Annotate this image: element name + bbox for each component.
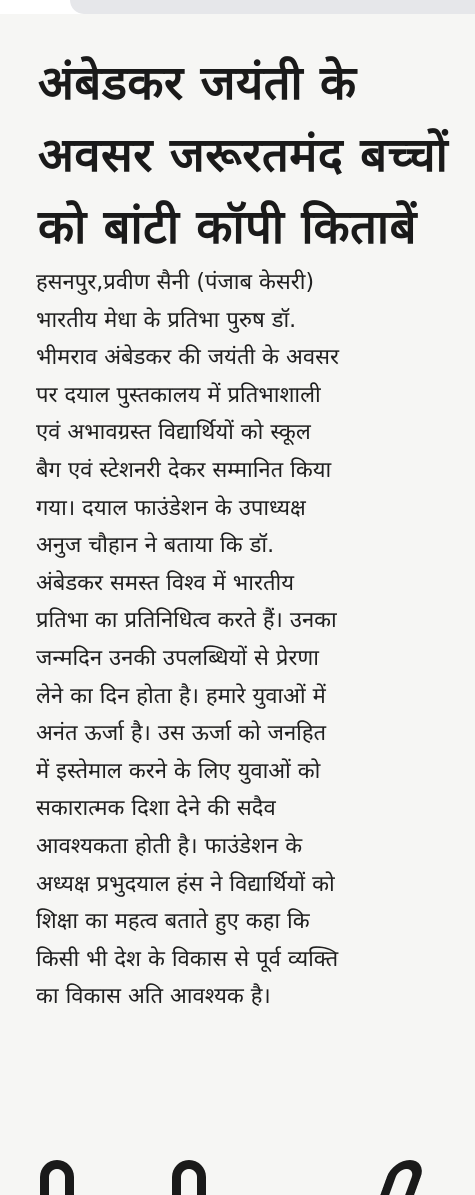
body-line: अनंत ऊर्जा है। उस ऊर्जा को जनहित [36,721,327,747]
body-line: पर दयाल पुस्तकालय में प्रतिभाशाली [36,382,321,408]
cropped-glyph [40,1160,74,1195]
cropped-glyph [371,1160,427,1195]
body-line: का विकास अति आवश्यक है। [36,984,271,1010]
body-line: किसी भी देश के विकास से पूर्व व्यक्ति [36,946,339,972]
headline-line: अवसर जरूरतमंद बच्चों [38,128,449,183]
body-line: प्रतिभा का प्रतिनिधित्व करते हैं। उनका [36,608,337,634]
headline-line: को बांटी कॉपी किताबें [38,200,417,255]
body-line: एवं अभावग्रस्त विद्यार्थियों को स्कूल [36,420,311,446]
body-line: भीमराव अंबेडकर की जयंती के अवसर [36,345,339,371]
cropped-glyph [172,1160,206,1195]
body-line: अध्यक्ष प्रभुदयाल हंस ने विद्यार्थियों को [36,871,335,897]
body-line: आवश्यकता होती है। फाउंडेशन के [36,833,303,859]
body-line: जन्मदिन उनकी उपलब्धियों से प्रेरणा [36,645,319,671]
body-line: शिक्षा का महत्व बताते हुए कहा कि [36,909,310,935]
body-line: भारतीय मेधा के प्रतिभा पुरुष डॉ. [36,307,297,333]
body-line: हसनपुर,प्रवीण सैनी (पंजाब केसरी) [36,270,315,295]
body-line: गया। दयाल फाउंडेशन के उपाध्यक्ष [36,495,306,521]
body-line: बैग एवं स्टेशनरी देकर सम्मानित किया [36,457,332,483]
body-line: अंबेडकर समस्त विश्व में भारतीय [36,570,294,596]
body-line: लेने का दिन होता है। हमारे युवाओं में [36,683,326,709]
body-line: अनुज चौहान ने बताया कि डॉ. [36,533,275,559]
headline [38,48,468,264]
headline-line: अंबेडकर जयंती के [38,56,357,111]
body-line: में इस्तेमाल करने के लिए युवाओं को [36,758,321,784]
body-line: सकारात्मक दिशा देने की सदैव [36,796,276,822]
cropped-next-headline [30,1150,470,1195]
article-body [36,264,468,1016]
